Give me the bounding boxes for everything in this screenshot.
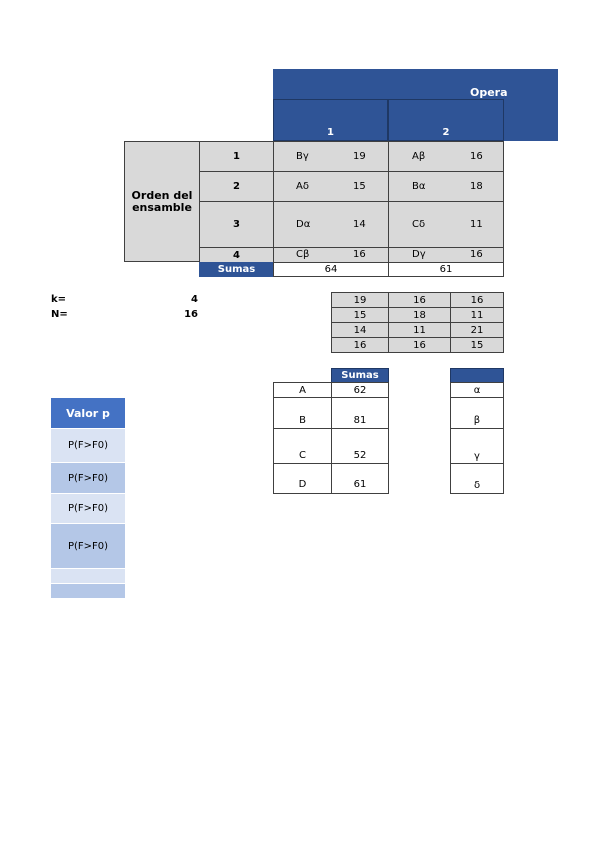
greek-cell <box>450 382 504 398</box>
valor-p-header-label: Valor p <box>66 406 110 420</box>
latin-letter: B <box>299 414 306 426</box>
order-cell-3 <box>199 201 274 248</box>
operator-column-2 <box>388 99 504 141</box>
grid-value: 14 <box>353 324 367 336</box>
grid-cell <box>331 337 389 353</box>
grid-cell <box>388 307 451 323</box>
grid-cell <box>388 292 451 308</box>
param-k-value: 4 <box>191 294 198 305</box>
latin-letter-cell <box>273 463 332 494</box>
greek-letter: γ <box>474 450 480 462</box>
valor-p-row <box>51 569 125 583</box>
latin-sum: 62 <box>353 384 367 396</box>
grid-value: 11 <box>470 309 484 321</box>
treatment-code: Cδ <box>412 219 426 230</box>
grid-cell <box>331 292 389 308</box>
latin-sum-cell <box>331 463 389 494</box>
valor-p-row <box>51 584 125 598</box>
grid-value: 15 <box>353 309 367 321</box>
valor-p-header <box>51 398 125 428</box>
treatment-value: 16 <box>470 249 483 260</box>
order-cell-4 <box>199 247 274 263</box>
latin-letter-cell <box>273 382 332 398</box>
greek-header <box>450 368 504 383</box>
grid-value: 15 <box>470 339 484 351</box>
treatment-code: Bα <box>412 181 426 192</box>
valor-p-label: P(F>F0) <box>67 540 109 552</box>
greek-cell <box>450 428 504 464</box>
param-k-label: k= <box>51 294 67 305</box>
operator-column-1-label: 1 <box>327 127 334 138</box>
sums-label: Sumas <box>217 264 256 275</box>
op2-row-4 <box>388 247 504 263</box>
grid-value: 18 <box>413 309 426 321</box>
treatment-code: Dγ <box>412 249 426 260</box>
latin-sums-header <box>331 368 389 383</box>
latin-sum-cell <box>331 382 389 398</box>
orden-label-cell <box>124 141 200 262</box>
sum-op1: 64 <box>324 264 338 275</box>
treatment-code: Bγ <box>296 151 309 162</box>
op1-row-1 <box>273 141 389 172</box>
op1-row-4 <box>273 247 389 263</box>
latin-sum-cell <box>331 428 389 464</box>
treatment-value: 16 <box>470 151 483 162</box>
grid-value: 16 <box>413 339 426 351</box>
grid-value: 11 <box>413 324 426 336</box>
grid-value: 16 <box>470 294 484 306</box>
latin-letter-cell <box>273 397 332 429</box>
latin-sums-header-label: Sumas <box>341 370 379 381</box>
grid-cell <box>450 307 504 323</box>
treatment-value: 11 <box>470 219 483 230</box>
latin-letter: A <box>299 384 306 396</box>
order-number: 3 <box>233 219 240 230</box>
greek-letter: β <box>473 414 481 426</box>
operator-title: Opera <box>470 86 508 99</box>
valor-p-label: P(F>F0) <box>67 503 109 514</box>
treatment-value: 19 <box>353 151 366 162</box>
op1-row-2 <box>273 171 389 202</box>
latin-sum: 81 <box>353 414 367 426</box>
treatment-code: Aδ <box>296 181 309 192</box>
sums-label-cell <box>199 262 274 277</box>
order-number: 4 <box>233 249 240 261</box>
latin-letter-cell <box>273 428 332 464</box>
treatment-code: Aβ <box>412 151 426 162</box>
latin-sum-cell <box>331 397 389 429</box>
treatment-value: 14 <box>353 219 366 230</box>
greek-cell <box>450 397 504 429</box>
op2-row-2 <box>388 171 504 202</box>
grid-cell <box>331 307 389 323</box>
valor-p-row <box>51 494 125 523</box>
treatment-value: 16 <box>353 249 366 260</box>
order-number: 1 <box>233 151 240 162</box>
greek-letter: δ <box>473 480 481 491</box>
op2-row-3 <box>388 201 504 248</box>
grid-cell <box>388 322 451 338</box>
param-n-value: 16 <box>184 309 198 320</box>
grid-cell <box>450 292 504 308</box>
latin-sum: 61 <box>353 479 367 490</box>
op2-row-1 <box>388 141 504 172</box>
grid-value: 19 <box>353 294 367 306</box>
operator-column-1 <box>273 99 388 141</box>
grid-value: 16 <box>413 294 426 306</box>
valor-p-label: P(F>F0) <box>67 472 109 484</box>
latin-sum: 52 <box>353 449 367 461</box>
order-number: 2 <box>233 181 240 192</box>
treatment-code: Cβ <box>296 249 310 260</box>
sum-op1-cell <box>273 262 389 277</box>
latin-letter: C <box>299 449 306 461</box>
grid-value: 21 <box>470 324 484 336</box>
latin-letter: D <box>298 479 307 490</box>
valor-p-label: P(F>F0) <box>67 440 109 451</box>
operator-column-2-label: 2 <box>442 127 450 138</box>
grid-value: 16 <box>353 339 367 351</box>
valor-p-row <box>51 524 125 568</box>
grid-cell <box>450 337 504 353</box>
greek-cell <box>450 463 504 494</box>
op1-row-3 <box>273 201 389 248</box>
greek-letter: α <box>473 384 481 396</box>
grid-cell <box>388 337 451 353</box>
operator-header-extension <box>504 69 558 141</box>
treatment-value: 15 <box>353 181 366 192</box>
valor-p-row <box>51 429 125 462</box>
orden-label: Orden del ensamble <box>131 188 193 214</box>
treatment-code: Dα <box>296 219 311 230</box>
valor-p-row <box>51 463 125 493</box>
order-cell-1 <box>199 141 274 172</box>
sum-op2-cell <box>388 262 504 277</box>
order-cell-2 <box>199 171 274 202</box>
grid-cell <box>450 322 504 338</box>
treatment-value: 18 <box>470 181 483 192</box>
sum-op2: 61 <box>439 264 453 275</box>
grid-cell <box>331 322 389 338</box>
param-n-label: N= <box>51 309 68 320</box>
